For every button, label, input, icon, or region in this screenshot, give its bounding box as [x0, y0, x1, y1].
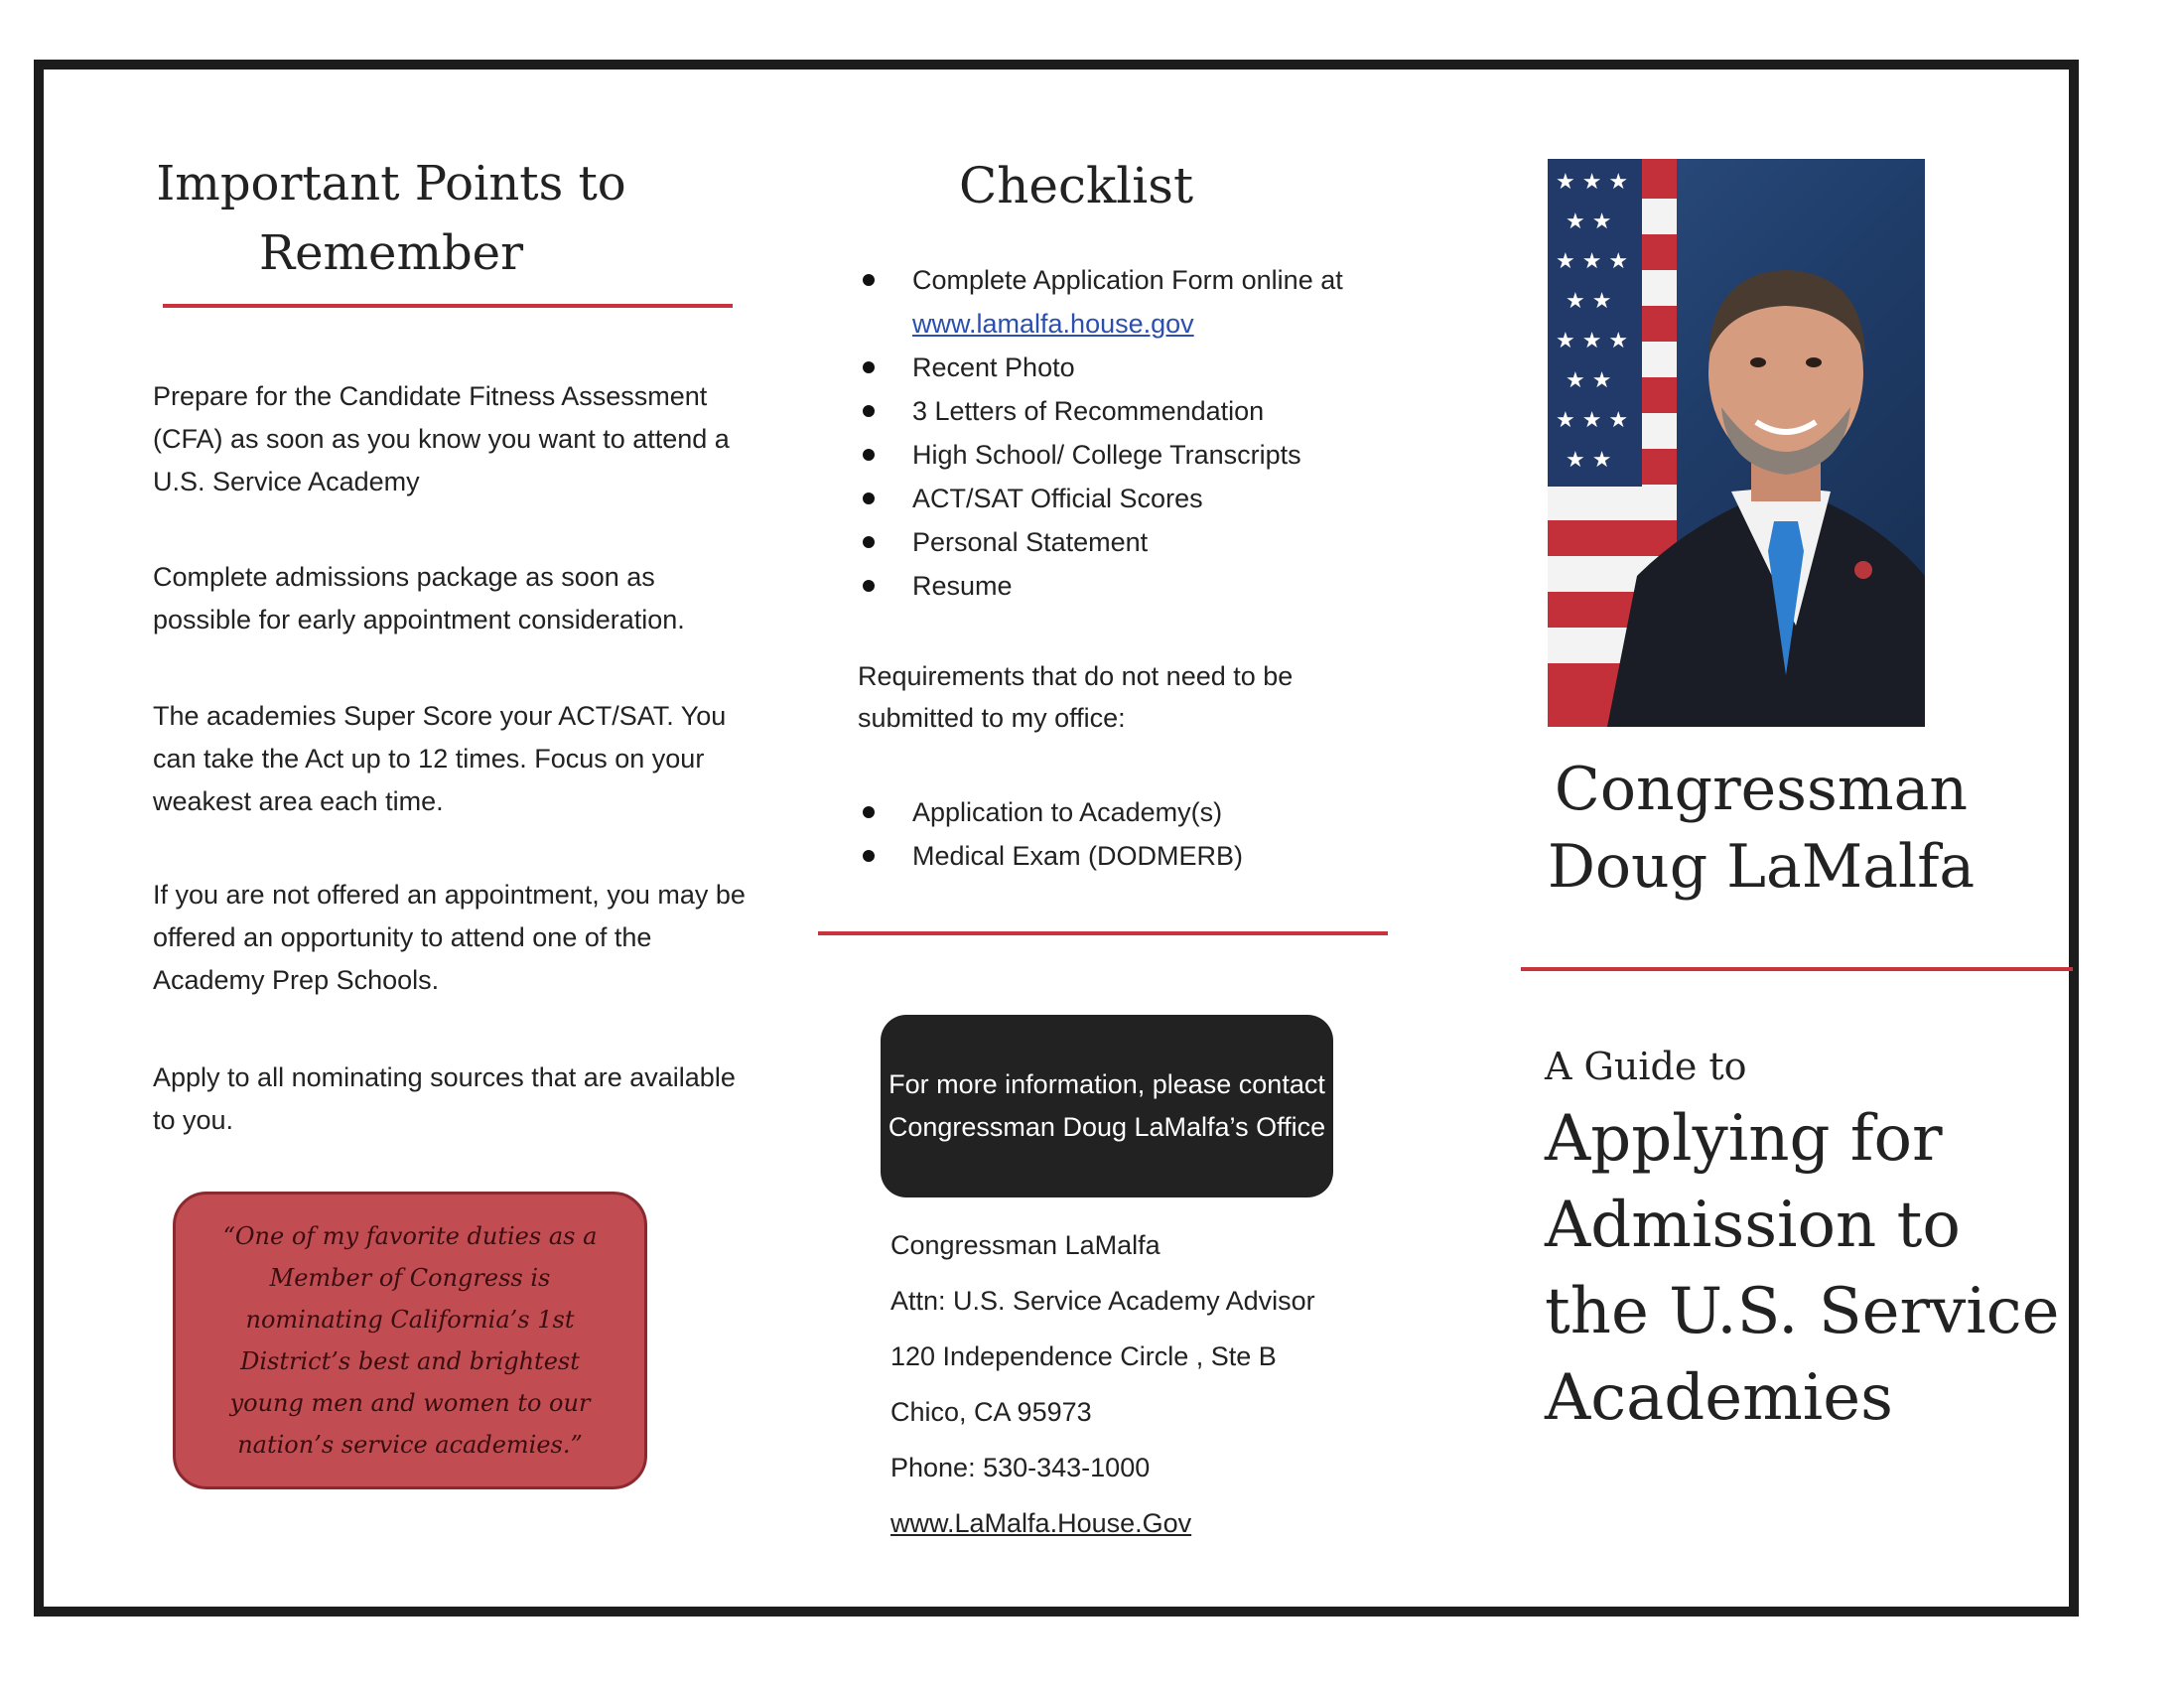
quote-text: “One of my favorite duties as a Member of Congress is nominating California’s 1st District’s best and brightest young men and women to our nation’s service academies.” [222, 1222, 598, 1459]
checklist-item-label: High School/ College Transcripts [912, 440, 1301, 470]
middle-panel [768, 70, 1424, 1607]
svg-text:★ ★ ★: ★ ★ ★ [1556, 249, 1629, 274]
checklist-item [863, 346, 1343, 389]
brochure-frame [34, 60, 2079, 1617]
contact-info-text: For more information, please contact Congressman Doug LaMalfa’s Office [887, 1069, 1326, 1142]
portrait-illustration [1548, 159, 1925, 727]
congressman-name [1533, 751, 1989, 906]
guide-subtitle: A Guide to [1545, 1045, 1747, 1088]
right-panel [1433, 70, 2089, 1607]
address-phone: Phone: 530-343-1000 [890, 1453, 1151, 1482]
checklist-heading: Checklist [958, 157, 1194, 214]
checklist-item [863, 258, 1343, 346]
point-cfa: Prepare for the Candidate Fitness Assessment (CFA) as soon as you know you want to attend a U.S. Service Academy [153, 381, 730, 496]
requirements-list [863, 790, 1243, 878]
checklist-item [863, 389, 1343, 433]
checklist-item-label: Personal Statement [912, 527, 1149, 557]
bullet-icon [863, 361, 875, 373]
bullet-icon [863, 492, 875, 504]
checklist-item-label: Recent Photo [912, 352, 1075, 382]
checklist-item [863, 433, 1343, 477]
requirement-item [863, 790, 1243, 834]
point-prep-schools: If you are not offered an appointment, you may be offered an opportunity to attend one of the Academy Prep Schools. [153, 880, 746, 995]
right-red-divider [1521, 967, 2073, 971]
point-admissions-package: Complete admissions package as soon as possible for early appointment consideration. [153, 562, 685, 634]
checklist-item-label: 3 Letters of Recommendation [912, 396, 1265, 426]
congressman-portrait-photo [1548, 159, 1925, 727]
checklist-item-label: ACT/SAT Official Scores [912, 484, 1203, 513]
requirement-item-label: Medical Exam (DODMERB) [912, 841, 1244, 871]
address-attn: Attn: U.S. Service Academy Advisor [890, 1286, 1315, 1316]
address-street: 120 Independence Circle , Ste B [890, 1341, 1277, 1371]
bullet-icon [863, 850, 875, 862]
requirement-item [863, 834, 1243, 878]
checklist-item [863, 520, 1343, 564]
point-super-score: The academies Super Score your ACT/SAT. You can take the Act up to 12 times. Focus on your weakest area each time. [153, 701, 727, 816]
bullet-icon [863, 806, 875, 818]
contact-info-box [881, 1015, 1333, 1197]
checklist-item [863, 564, 1343, 608]
bullet-icon [863, 405, 875, 417]
checklist-item-label: Complete Application Form online at [912, 265, 1343, 295]
checklist [863, 258, 1343, 608]
left-panel [113, 70, 749, 1607]
bullet-icon [863, 536, 875, 548]
address-name: Congressman LaMalfa [890, 1230, 1160, 1260]
left-red-divider [163, 304, 733, 308]
name-line-1: Congressman [1554, 755, 1969, 824]
requirement-item-label: Application to Academy(s) [912, 797, 1223, 827]
requirements-intro: Requirements that do not need to be submitted to my office: [858, 661, 1294, 733]
bullet-icon [863, 580, 875, 592]
address-website-link[interactable]: www.LaMalfa.House.Gov [890, 1508, 1192, 1538]
middle-red-divider [818, 931, 1388, 935]
checklist-item [863, 477, 1343, 520]
svg-text:★ ★ ★: ★ ★ ★ [1556, 408, 1629, 433]
important-points-heading: Important Points to Remember [156, 156, 626, 281]
name-line-2: Doug LaMalfa [1547, 832, 1976, 902]
svg-text:★ ★: ★ ★ [1566, 289, 1612, 314]
guide-title: Applying for Admission to the U.S. Service Academies [1545, 1102, 2060, 1435]
bullet-icon [863, 274, 875, 286]
point-nominating-sources: Apply to all nominating sources that are available to you. [153, 1062, 736, 1135]
application-form-link[interactable]: www.lamalfa.house.gov [912, 309, 1194, 339]
quote-box [173, 1192, 647, 1489]
svg-text:★ ★ ★: ★ ★ ★ [1556, 170, 1629, 195]
svg-text:★ ★: ★ ★ [1566, 448, 1612, 473]
address-city: Chico, CA 95973 [890, 1397, 1092, 1427]
svg-text:★ ★: ★ ★ [1566, 210, 1612, 234]
bullet-icon [863, 449, 875, 461]
svg-text:★ ★ ★: ★ ★ ★ [1556, 329, 1629, 353]
svg-text:★ ★: ★ ★ [1566, 368, 1612, 393]
checklist-item-label: Resume [912, 571, 1013, 601]
